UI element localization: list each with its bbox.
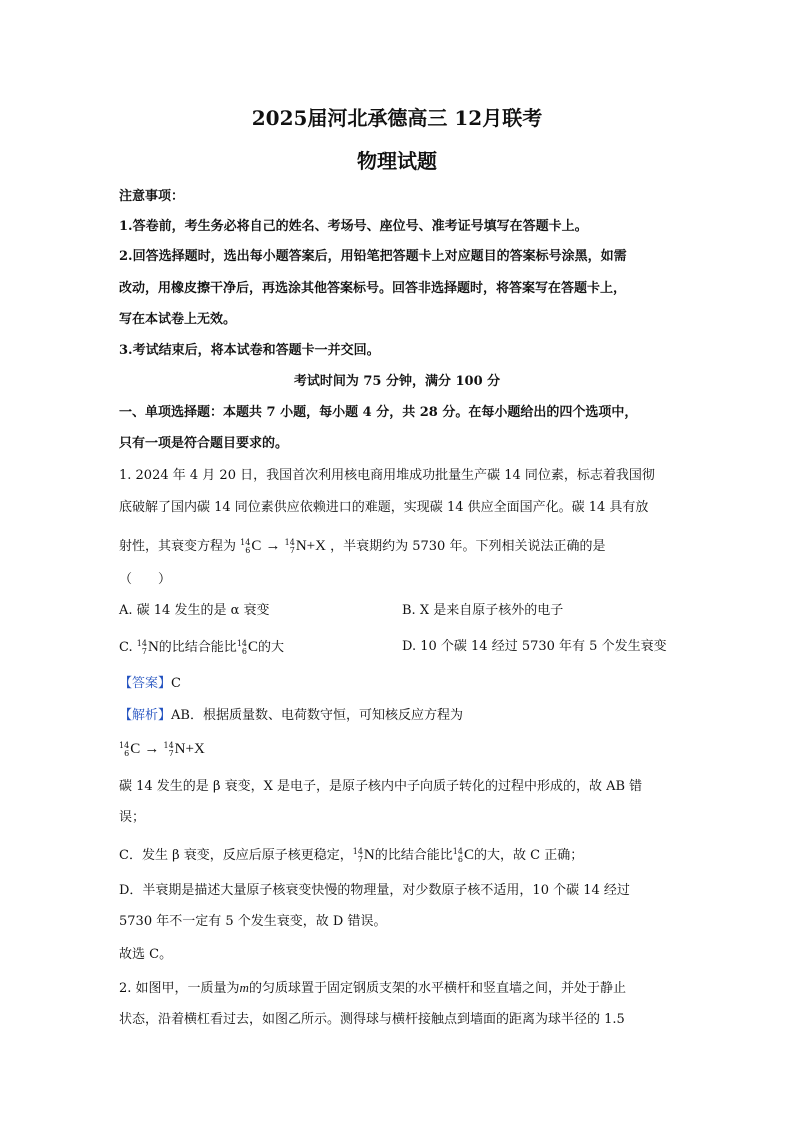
n14-isotope-numbers: 14 7 — [284, 537, 295, 555]
q2-stem-line-2: 状态，沿着横杠看过去，如图乙所示。测得球与横杆接触点到墙面的距离为球半径的 1.5 — [119, 1012, 625, 1027]
n14-symbol: N — [295, 538, 307, 554]
notes-item-2-line-3: 写在本试卷上无效。 — [119, 312, 237, 327]
exam-subtitle: 物理试题 — [357, 149, 437, 173]
analysis-tag: 【解析】 — [119, 708, 172, 723]
q1-option-c: C. 14 7 N的比结合能比 14 6 C的大 — [119, 638, 285, 656]
section-1-line-1: 一、单项选择题：本题共 7 小题，每小题 4 分，共 28 分。在每小题给出的四个选项中， — [119, 405, 638, 420]
q1-analysis-line-1: 【解析】AB．根据质量数、电荷数守恒，可知核反应方程为 — [119, 708, 463, 723]
notes-item-3: 3.考试结束后，将本试卷和答题卡一并交回。 — [119, 343, 380, 358]
q1-stem-line-3-pre: 射性，其衰变方程为 — [119, 539, 237, 554]
q1-analysis-line-5: D．半衰期是描述大量原子核衰变快慢的物理量，对少数原子核不适用，10 个碳 14 经过 — [119, 883, 630, 898]
decay-equation — [240, 539, 330, 554]
q1-option-d: D. 10 个碳 14 经过 5730 年有 5 个发生衰变 — [402, 639, 667, 654]
notes-heading: 注意事项： — [119, 189, 185, 204]
q1-analysis-line-6: 5730 年不一定有 5 个发生衰变，故 D 错误。 — [119, 914, 387, 929]
q1-stem-line-3 — [119, 536, 605, 557]
notes-item-2-line-1: 2.回答选择题时，选出每小题答案后，用铅笔把答题卡上对应题目的答案标号涂黑，如需 — [119, 249, 627, 264]
exam-info: 考试时间为 75 分钟，满分 100 分 — [293, 374, 501, 389]
arrow-icon: → — [265, 538, 281, 554]
q1-analysis-line-3: 误； — [119, 810, 146, 825]
q1-stem-line-2: 底破解了国内碳 14 同位素供应依赖进口的难题，实现碳 14 供应全面国产化。碳 14 具有放 — [119, 500, 649, 515]
mass-variable: m — [239, 980, 249, 995]
notes-item-1: 1.答卷前，考生务必将自己的姓名、考场号、座位号、准考证号填写在答题卡上。 — [119, 219, 588, 234]
q1-analysis-line-2: 碳 14 发生的是 β 衰变，X 是电子，是原子核内中子向质子转化的过程中形成的，故 AB 错 — [119, 779, 643, 794]
q1-answer — [119, 674, 181, 694]
answer-tag: 【答案】 — [119, 676, 172, 691]
q1-option-a: A. 碳 14 发生的是 α 衰变 — [119, 603, 270, 618]
answer-value: C — [171, 676, 181, 691]
notes-item-2-line-2: 改动，用橡皮擦干净后，再选涂其他答案标号。回答非选择题时，将答案写在答题卡上， — [119, 281, 627, 296]
q2-stem-line-1: 2. 如图甲，一质量为m的匀质球置于固定钢质支架的水平横杆和竖直墙之间，并处于静止 — [119, 980, 626, 996]
q1-stem-line-1: 1. 2024 年 4 月 20 日，我国首次利用核电商用堆成功批量生产碳 14 同位素，标志着我国彻 — [119, 468, 655, 483]
c14-isotope-numbers: 14 6 — [240, 537, 251, 555]
exam-title: 2025届河北承德高三 12月联考 — [251, 106, 543, 130]
equation-tail: +X — [306, 538, 326, 554]
q1-option-b: B. X 是来自原子核外的电子 — [402, 603, 564, 618]
q1-analysis-line-4: C．发生 β 衰变，反应后原子核更稳定， 14 7 N的比结合能比 14 6 C的大，故 C 正确； — [119, 846, 584, 864]
c14-symbol: C — [251, 538, 262, 554]
q1-stem-line-3-post: ，半衰期约为 5730 年。下列相关说法正确的是 — [330, 539, 606, 554]
q1-analysis-equation: 14 6 C → 14 7 N+X — [119, 740, 205, 758]
section-1-line-2: 只有一项是符合题目要求的。 — [119, 436, 289, 451]
q1-paren: （ ） — [119, 572, 172, 587]
q1-conclusion: 故选 C。 — [119, 947, 173, 962]
